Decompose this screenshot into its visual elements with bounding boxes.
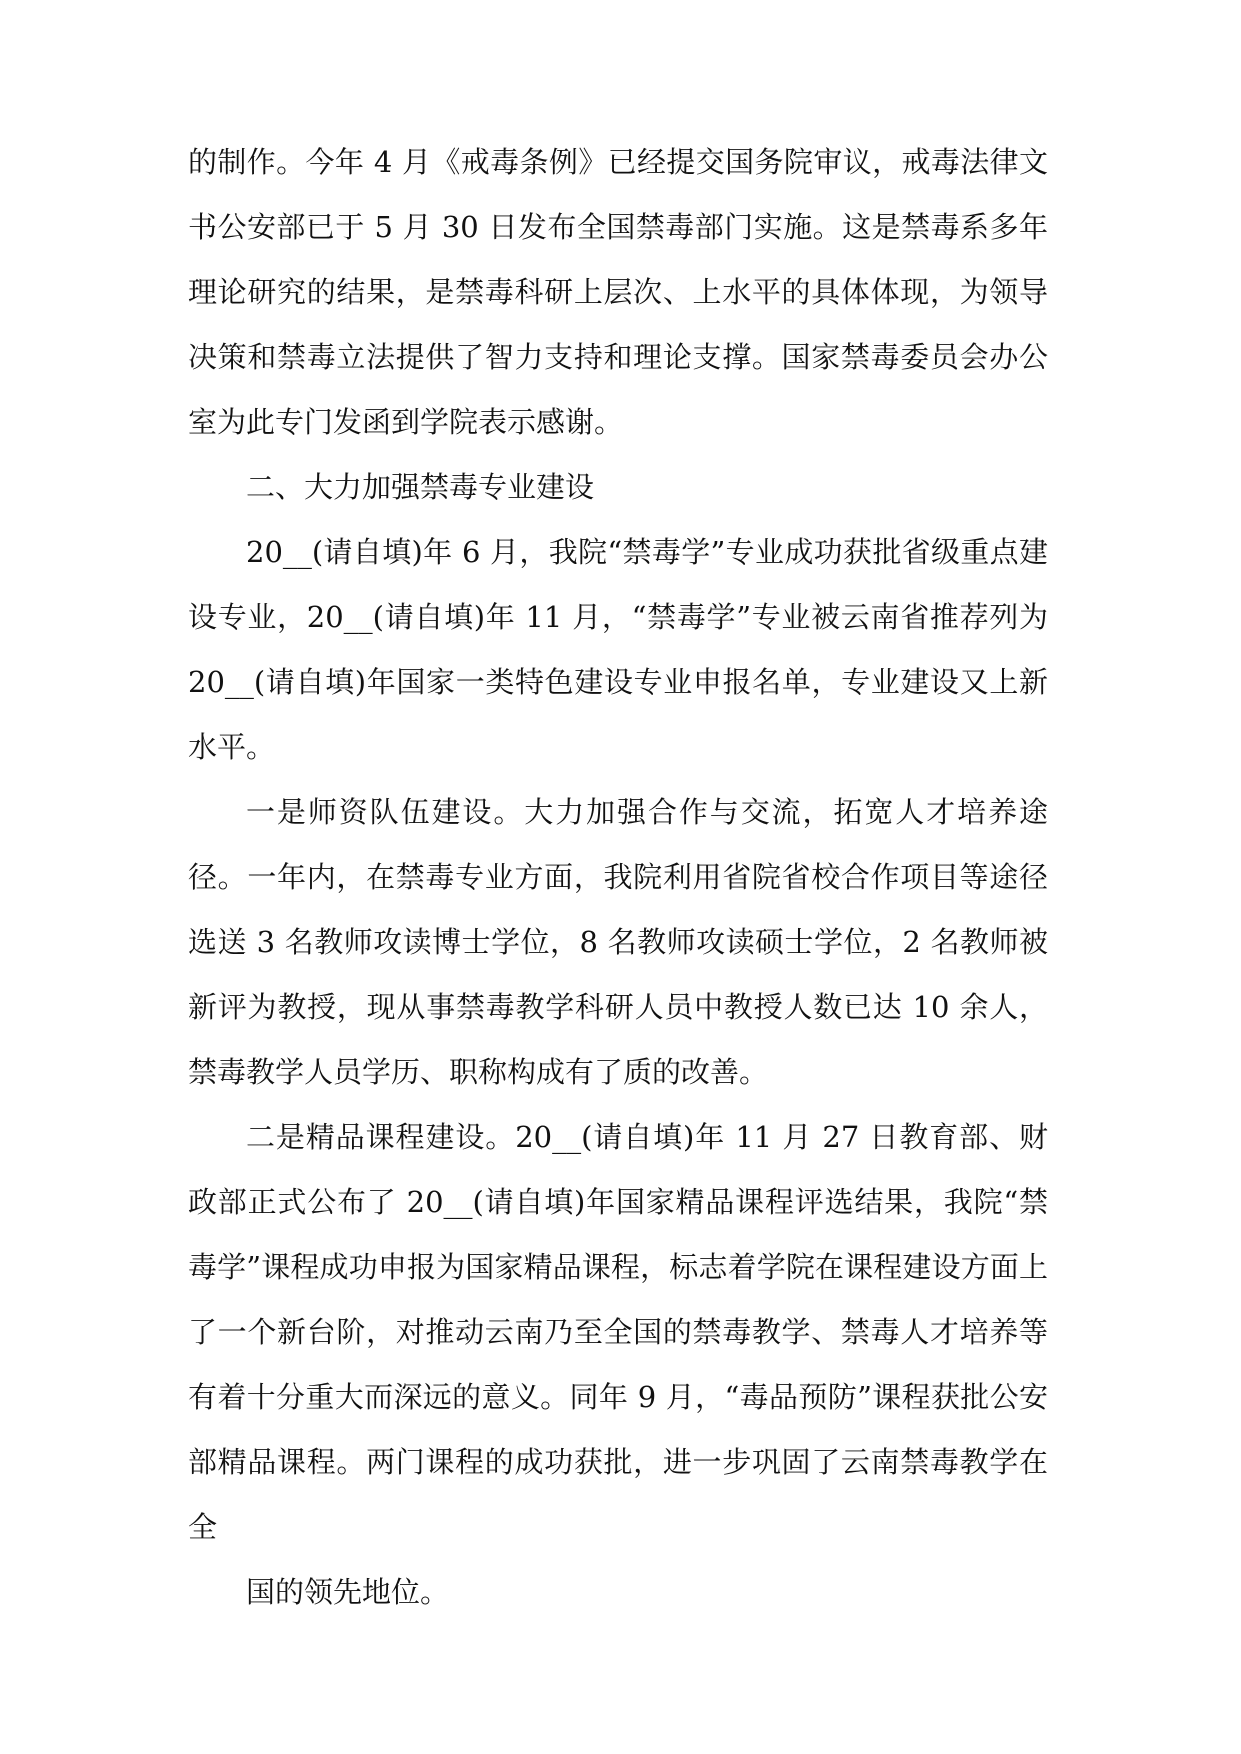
section-heading: 二、大力加强禁毒专业建设 xyxy=(246,470,595,504)
paragraph-course-construction: 二是精品课程建设。20__(请自填)年 11 月 27 日教育部、财政部正式公布了 20__(请自填)年国家精品课程评选结果，我院“禁毒学”课程成功申报为国家精品课程，标志着学院在课程建设方面上了一个新台阶，对推动云南乃至全国的禁毒教学、禁毒人才培养等有着十分重大而深远的意义。同年 9 月，“毒品预防”课程获批公安部精品课程。两门课程的成功获批，进一步巩固了云南禁毒教学在全 xyxy=(188,1120,1048,1544)
paragraph-continuation: 的制作。今年 4 月《戒毒条例》已经提交国务院审议，戒毒法律文书公安部已于 5 月 30 日发布全国禁毒部门实施。这是禁毒系多年理论研究的结果，是禁毒科研上层次、上水平的具体体现，为领导决策和禁毒立法提供了智力支持和理论支撑。国家禁毒委员会办公室为此专门发函到学院表示感谢。 xyxy=(188,145,1048,439)
paragraph-faculty-construction: 一是师资队伍建设。大力加强合作与交流，拓宽人才培养途径。一年内，在禁毒专业方面，我院利用省院省校合作项目等途径选送 3 名教师攻读博士学位，8 名教师攻读硕士学位，2 名教师被新评为教授，现从事禁毒教学科研人员中教授人数已达 10 余人，禁毒教学人员学历、职称构成有了质的改善。 xyxy=(188,795,1048,1089)
paragraph-tail: 国的领先地位。 xyxy=(246,1575,450,1609)
document-body xyxy=(188,130,1048,1625)
paragraph-major-construction: 20__(请自填)年 6 月，我院“禁毒学”专业成功获批省级重点建设专业，20__(请自填)年 11 月，“禁毒学”专业被云南省推荐列为 20__(请自填)年国家一类特色建设专业申报名单，专业建设又上新水平。 xyxy=(188,535,1048,764)
